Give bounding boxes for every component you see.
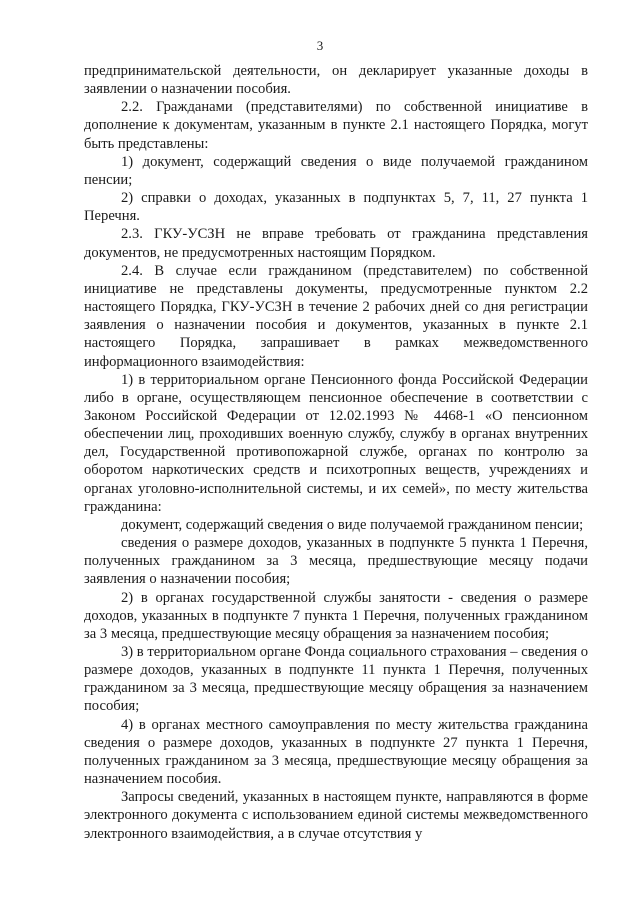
paragraph: 2) в органах государственной службы занятости - сведения о размере доходов, указанных в подпункте 7 пункта 1 Перечня, полученных гражданином за 3 месяца, предшествующие месяцу обращения за назначением пособия; xyxy=(84,589,588,642)
paragraph: Запросы сведений, указанных в настоящем пункте, направляются в форме электронного документа с использованием единой системы межведомственного электронного взаимодействия, а в случае отсутствия у xyxy=(84,789,588,842)
paragraph: 2) справки о доходах, указанных в подпунктах 5, 7, 11, 27 пункта 1 Перечня. xyxy=(84,190,588,225)
page-number: 3 xyxy=(316,38,324,53)
paragraph: документ, содержащий сведения о виде получаемой гражданином пенсии; xyxy=(121,516,584,533)
body-text xyxy=(84,62,588,843)
paragraph: сведения о размере доходов, указанных в подпункте 5 пункта 1 Перечня, полученных гражданином за 3 месяца, предшествующие месяцу подачи заявления о назначении пособия; xyxy=(84,535,588,588)
paragraph: 3) в территориальном органе Фонда социального страхования – сведения о размере доходов, указанных в подпункте 11 пункта 1 Перечня, полученных гражданином за 3 месяца, предшествующие месяцу обращения за назначением пособия; xyxy=(84,644,588,715)
paragraph: предпринимательской деятельности, он декларирует указанные доходы в заявлении о назначении пособия. xyxy=(84,63,588,98)
paragraph: 2.2. Гражданами (представителями) по собственной инициативе в дополнение к документам, указанным в пункте 2.1 настоящего Порядка, могут быть представлены: xyxy=(84,99,588,152)
paragraph: 1) в территориальном органе Пенсионного фонда Российской Федерации либо в органе, осуществляющем пенсионное обеспечение в соответствии с Законом Российской Федерации от 12.02.1993 № 4468-1 «О пенсионном обеспечении лиц, проходивших военную службу, службу в органах внутренних дел, Государственной противопожарной службе, органах по контролю за оборотом наркотических средств и психотропных веществ, учреждениях и органах уголовно-исполнительной системы, и их семей», по месту жительства гражданина: xyxy=(84,371,588,515)
paragraph: 2.4. В случае если гражданином (представителем) по собственной инициативе не представлены документы, предусмотренные пунктом 2.2 настоящего Порядка, ГКУ-УСЗН в течение 2 рабочих дней со дня регистрации заявления о назначении пособия и документов, указанных в пункте 2.1 настоящего Порядка, запрашивает в рамках межведомственного информационного взаимодействия: xyxy=(84,262,588,370)
paragraph: 2.3. ГКУ-УСЗН не вправе требовать от гражданина представления документов, не предусмотренных настоящим Порядком. xyxy=(84,226,588,261)
paragraph: 4) в органах местного самоуправления по месту жительства гражданина сведения о размере доходов, указанных в подпункте 27 пункта 1 Перечня, полученных гражданином за 3 месяца, предшествующие месяцу обращения за назначением пособия. xyxy=(84,716,588,788)
paragraph: 1) документ, содержащий сведения о виде получаемой гражданином пенсии; xyxy=(84,153,588,188)
